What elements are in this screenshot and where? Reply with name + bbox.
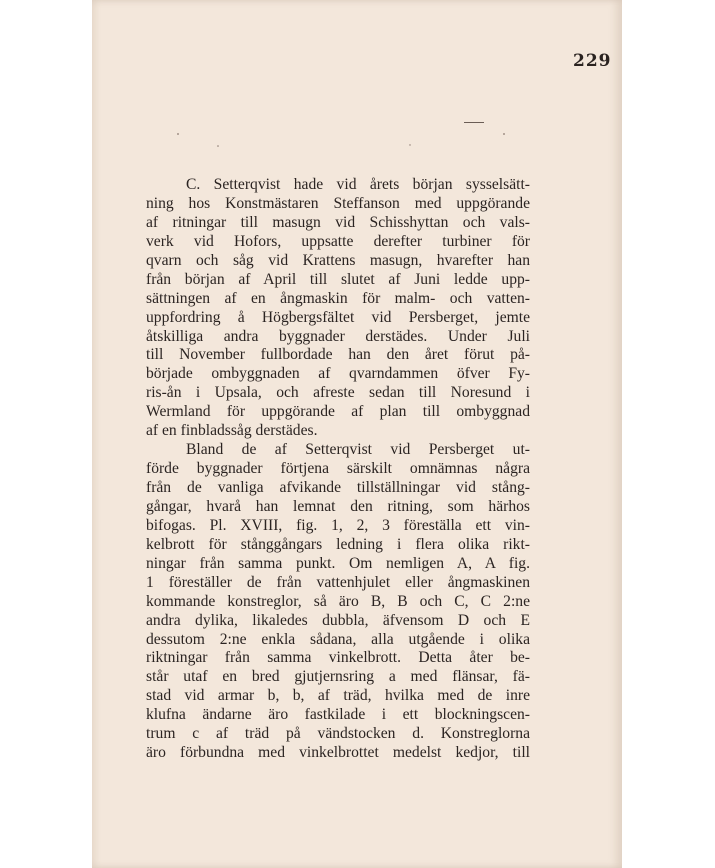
header-rule [464, 122, 484, 123]
text-line: stad vid armar b, b, af träd, hvilka med de inre [146, 687, 530, 705]
text-line: från de vanliga afvikande tillställningar vid stång- [146, 479, 530, 496]
speck [503, 133, 505, 135]
text-line: står utaf en bred gjutjernsring a med flänsar, fä- [146, 668, 530, 686]
text-line: qvarn och såg vid Krattens masugn, hvarefter han [146, 251, 530, 269]
text-line: Bland de af Setterqvist vid Persberget ut- [186, 441, 530, 459]
text-line: sättningen af en ångmaskin för malm- och vatten- [146, 289, 530, 307]
text-line: af en finbladssåg derstädes. [146, 422, 318, 440]
text-line: klufna ändarne äro fastkilade i ett blockningscen- [146, 706, 530, 724]
page-number: 229 [573, 51, 612, 71]
text-line: uppfordring å Högbergsfältet vid Persberget, jemte [146, 308, 530, 326]
text-line: trum c af träd på vändstocken d. Konstreglorna [146, 725, 530, 743]
text-line: ris-ån i Upsala, och afreste sedan till Noresund i [146, 384, 530, 402]
speck [217, 145, 219, 147]
speck [409, 144, 410, 145]
text-line: dessutom 2:ne enkla sådana, alla utgående i olika [146, 630, 530, 648]
text-line: äro förbundna med vinkelbrottet medelst kedjor, till [146, 744, 530, 762]
text-line: riktningar från samma vinkelbrott. Detta åter be- [146, 649, 530, 667]
text-line: kommande konstreglor, så äro B, B och C, C 2:ne [146, 592, 530, 610]
text-line: bifogas. Pl. XVIII, fig. 1, 2, 3 föreställa ett vin- [146, 516, 530, 534]
text-line: gångar, hvarå han lemnat den ritning, som härhos [146, 497, 530, 515]
text-line: af ritningar till masugn vid Schisshyttan och vals- [146, 213, 530, 231]
text-line: åtskilliga andra byggnader derstädes. Under Juli [146, 327, 530, 345]
paragraph-1 [146, 176, 530, 441]
text-line: verk vid Hofors, uppsatte derefter turbiner för [146, 232, 530, 250]
speck [177, 133, 179, 135]
text-line: från början af April till slutet af Juni ledde upp- [146, 270, 530, 288]
text-line: 1 föreställer de från vattenhjulet eller ångmaskinen [146, 573, 530, 591]
body-text [146, 176, 530, 763]
paragraph-2 [146, 441, 530, 763]
text-line: ning hos Konstmästaren Steffanson med uppgörande [146, 194, 530, 212]
text-line: ningar från samma punkt. Om nemligen A, A fig. [146, 554, 530, 572]
text-line: Wermland för uppgörande af plan till ombyggnad [146, 403, 530, 421]
text-line: andra dylika, likaledes dubbla, äfvensom D och E [146, 611, 530, 629]
text-line: C. Setterqvist hade vid årets början sysselsätt- [186, 176, 530, 193]
text-line: började ombyggnaden af qvarndammen öfver Fy- [146, 365, 530, 383]
text-line: till November fullbordade han den året förut på- [146, 346, 530, 364]
text-line: kelbrott för stånggångars ledning i flera olika rikt- [146, 535, 530, 553]
text-line: förde byggnader förtjena särskilt omnämnas några [146, 460, 530, 478]
